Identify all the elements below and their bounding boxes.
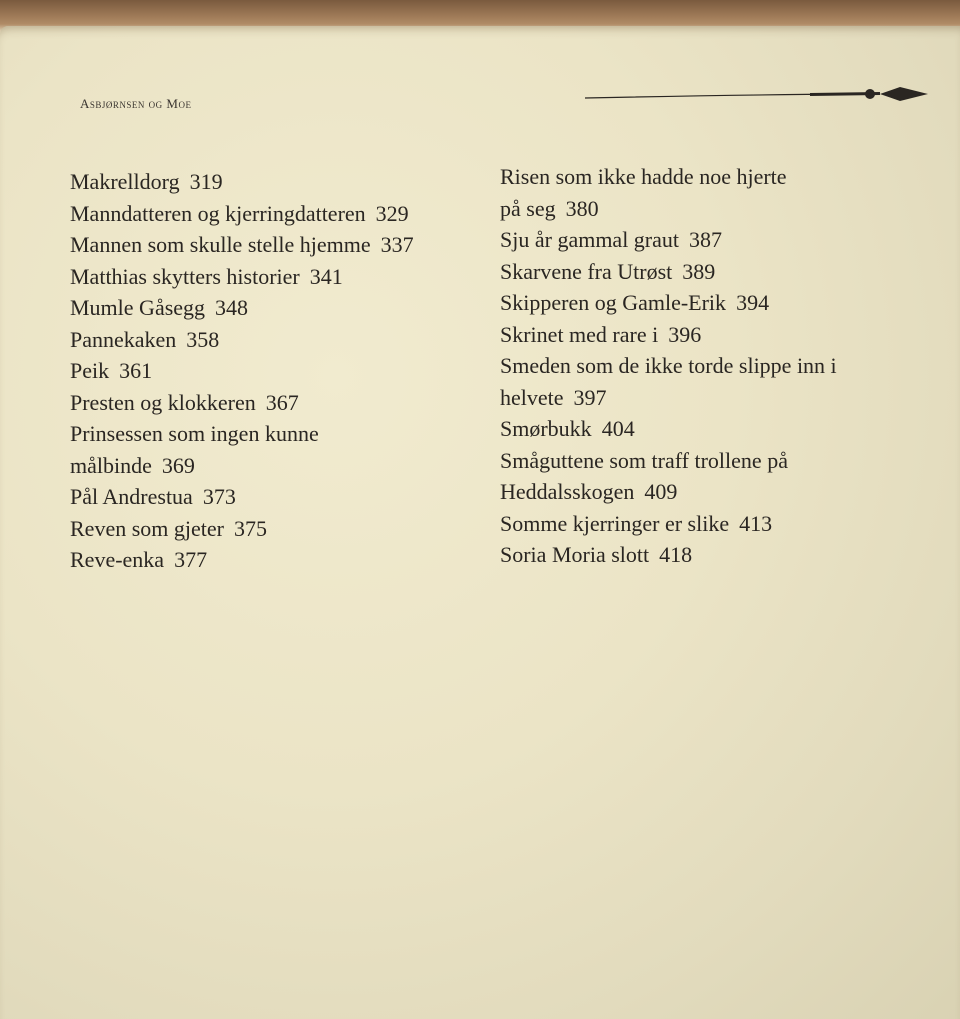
toc-entry [70, 166, 490, 198]
toc-entry-title: Makrelldorg [70, 169, 180, 194]
toc-entry [70, 544, 490, 576]
toc-entry [70, 324, 490, 356]
toc-entry [70, 261, 490, 293]
toc-entry [500, 508, 940, 540]
toc-entry-title: Skipperen og Gamle-Erik [500, 290, 727, 315]
toc-entry-page: 380 [565, 195, 599, 221]
toc-entry-title: Mumle Gåsegg [70, 295, 206, 320]
toc-entry-title: Manndatteren og kjerringdatteren [70, 200, 366, 226]
toc-entry-title-continued: målbinde [70, 452, 152, 478]
toc-entry-title: Sju år gammal graut [500, 227, 680, 252]
toc-entry-title: Peik [70, 358, 110, 383]
toc-entry-page: 396 [668, 321, 702, 347]
toc-entry-title: Soria Moria slott [500, 542, 650, 567]
toc-entry-continued [500, 476, 940, 508]
toc-entry-page: 341 [309, 263, 343, 289]
toc-entry-page: 369 [161, 452, 195, 478]
book-page [0, 26, 960, 1019]
toc-entry-title-continued: Heddalsskogen [500, 479, 635, 504]
toc-entry-page: 394 [736, 290, 770, 315]
toc-entry-page: 377 [174, 547, 208, 572]
toc-left-column [70, 166, 490, 576]
toc-entry [500, 413, 940, 445]
toc-entry [70, 198, 490, 230]
header-ornament-icon [580, 84, 930, 108]
toc-entry-page: 348 [215, 295, 249, 320]
toc-entry-page: 404 [601, 416, 635, 441]
toc-entry-page: 397 [573, 384, 607, 410]
toc-entry [500, 319, 940, 351]
toc-entry-page: 358 [186, 326, 220, 352]
toc-entry-title: Skarvene fra Utrøst [500, 258, 673, 284]
toc-entry-page: 409 [644, 479, 678, 504]
toc-entry-title: Presten og klokkeren [70, 389, 256, 415]
toc-entry [70, 229, 490, 261]
toc-entry-title-continued: på seg [500, 195, 556, 221]
toc-entry-continued [500, 193, 940, 225]
toc-entry [500, 287, 940, 319]
toc-entry-title: Smørbukk [500, 416, 592, 441]
toc-entry-title: Somme kjerringer er slike [500, 510, 730, 536]
toc-entry [70, 513, 490, 545]
toc-entry-page: 319 [189, 169, 223, 194]
toc-entry [70, 292, 490, 324]
toc-entry-title: Prinsessen som ingen kunne [70, 421, 319, 446]
toc-entry-title: Mannen som skulle stelle hjemme [70, 232, 371, 257]
toc-entry-title: Risen som ikke hadde noe hjerte [500, 164, 787, 189]
toc-entry-title: Pannekaken [70, 326, 177, 352]
toc-entry [500, 350, 940, 382]
toc-entry-continued [500, 382, 940, 414]
toc-entry-page: 375 [233, 515, 267, 541]
toc-entry-title: Småguttene som traff trollene på [500, 447, 788, 473]
toc-entry-title: Reve-enka [70, 547, 165, 572]
toc-entry-page: 361 [119, 358, 153, 383]
toc-right-column [500, 161, 940, 571]
toc-entry-page: 367 [265, 389, 299, 415]
toc-entry-title: Skrinet med rare i [500, 321, 659, 347]
running-header: Asbjørnsen og Moe [80, 96, 192, 111]
toc-entry-page: 418 [659, 542, 693, 567]
toc-entry [500, 539, 940, 571]
toc-entry-page: 389 [682, 258, 716, 284]
toc-entry-continued [70, 450, 490, 482]
toc-entry-page: 373 [202, 484, 236, 509]
toc-entry [500, 256, 940, 288]
toc-entry-title: Smeden som de ikke torde slippe inn i [500, 353, 837, 378]
toc-entry [70, 355, 490, 387]
toc-entry [500, 224, 940, 256]
toc-entry-page: 329 [375, 200, 409, 226]
toc-entry-title-continued: helvete [500, 384, 564, 410]
toc-entry [500, 445, 940, 477]
toc-entry [500, 161, 940, 193]
toc-entry-page: 413 [739, 510, 773, 536]
toc-entry-page: 387 [689, 227, 723, 252]
toc-entry [70, 481, 490, 513]
toc-entry [70, 387, 490, 419]
toc-entry [70, 418, 490, 450]
toc-entry-title: Reven som gjeter [70, 515, 224, 541]
toc-entry-title: Pål Andrestua [70, 484, 193, 509]
toc-entry-page: 337 [380, 232, 414, 257]
toc-entry-title: Matthias skytters historier [70, 263, 300, 289]
